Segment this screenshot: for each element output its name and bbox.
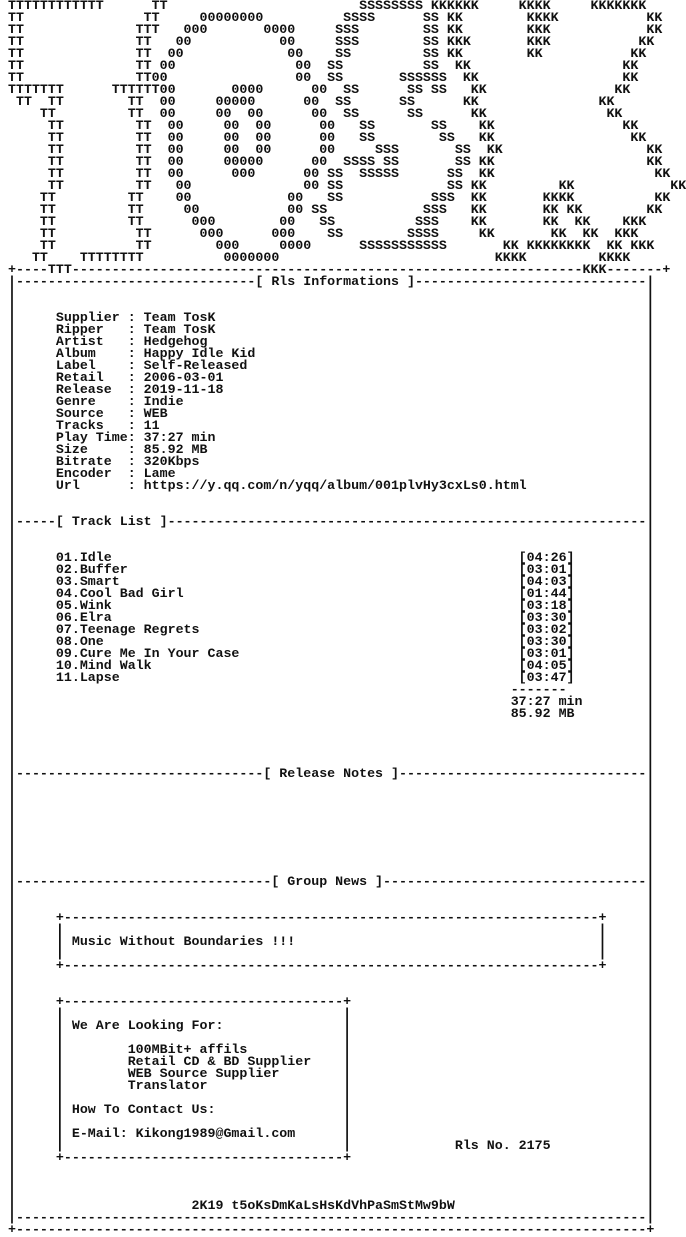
nfo-line[interactable]: TTTTTTT TTTTTT00 0000 00 SS SS SS KK KK <box>8 82 631 97</box>
nfo-line[interactable]: | +-------------------------------------------------------------------+ | <box>8 958 655 973</box>
nfo-line[interactable]: | | <box>8 850 655 865</box>
nfo-line[interactable]: | | <box>8 814 655 829</box>
nfo-line[interactable]: |-------------------------------------------------------------------------------| <box>8 1210 655 1225</box>
nfo-line[interactable]: | | <box>8 502 655 517</box>
nfo-line[interactable]: TT TT 00 00 SS SS KK KK KK <box>8 46 647 61</box>
nfo-line[interactable]: TT TT 00 000 00 SS SSSSS SS KK KK <box>8 166 671 181</box>
nfo-line[interactable]: | | <box>8 1162 655 1177</box>
nfo-line[interactable]: | | | | <box>8 1030 655 1045</box>
nfo-line[interactable]: | 08.One [03:30] | <box>8 634 655 649</box>
nfo-line[interactable]: | | Music Without Boundaries !!! | | <box>8 934 655 949</box>
nfo-line[interactable]: |-------------------------------[ Release Notes ]-------------------------------| <box>8 766 655 781</box>
nfo-line[interactable]: | Bitrate : 320Kbps | <box>8 454 655 469</box>
nfo-line[interactable]: | 06.Elra [03:30] | <box>8 610 655 625</box>
nfo-line[interactable]: TT TT 000 00 SS SSS KK KK KK KKK <box>8 214 647 229</box>
nfo-line[interactable]: | | <box>8 754 655 769</box>
nfo-line[interactable]: | | <box>8 1186 655 1201</box>
nfo-line[interactable]: | Supplier : Team TosK | <box>8 310 655 325</box>
nfo-line[interactable]: | | <box>8 898 655 913</box>
nfo-line[interactable]: | | <box>8 490 655 505</box>
nfo-line[interactable]: | Label : Self-Released | <box>8 358 655 373</box>
nfo-line[interactable]: | | <box>8 790 655 805</box>
nfo-line[interactable]: TT TT 00000000 SSSS SS KK KKKK KK <box>8 10 663 25</box>
nfo-line[interactable]: | Ripper : Team TosK | <box>8 322 655 337</box>
nfo-line[interactable]: | | | | <box>8 922 655 937</box>
nfo-line[interactable]: | | WEB Source Supplier | | <box>8 1066 655 1081</box>
nfo-line[interactable]: | | | | <box>8 1114 655 1129</box>
nfo-line[interactable]: |--------------------------------[ Group News ]---------------------------------| <box>8 874 655 889</box>
nfo-line[interactable]: | | <box>8 718 655 733</box>
nfo-line[interactable]: | 09.Cure Me In Your Case [03:01] | <box>8 646 655 661</box>
nfo-line[interactable]: | | | | <box>8 946 655 961</box>
nfo-line[interactable]: | 2K19 t5oKsDmKaLsHsKdVhPaSmStMw9bW | <box>8 1198 655 1213</box>
nfo-line[interactable]: | | 100MBit+ affils | | <box>8 1042 655 1057</box>
nfo-line[interactable]: | Release : 2019-11-18 | <box>8 382 655 397</box>
nfo-line[interactable]: | Url : https://y.qq.com/n/yqq/album/001plvHy3cxLs0.html | <box>8 478 655 493</box>
nfo-line[interactable]: | | <box>8 1174 655 1189</box>
nfo-line[interactable]: | 02.Buffer [03:01] | <box>8 562 655 577</box>
nfo-line[interactable]: TT TT 00 00 SSS SS KKK KKK KK <box>8 34 655 49</box>
nfo-line[interactable]: |------------------------------[ Rls Informations ]-----------------------------| <box>8 274 655 289</box>
nfo-line[interactable]: | 03.Smart [04:03] | <box>8 574 655 589</box>
nfo-line[interactable]: | | E-Mail: Kikong1989@Gmail.com | | <box>8 1126 655 1141</box>
nfo-line[interactable]: +-------------------------------------------------------------------------------+ <box>8 1222 655 1237</box>
nfo-line[interactable]: | | <box>8 886 655 901</box>
nfo-line[interactable]: | Source : WEB | <box>8 406 655 421</box>
nfo-line[interactable]: | | <box>8 286 655 301</box>
nfo-line[interactable]: TT TTTTTTTT 0000000 KKKK KKKK <box>8 250 631 265</box>
nfo-line[interactable]: | Tracks : 11 | <box>8 418 655 433</box>
nfo-line[interactable]: TT TT 00 00 SS SSS KK KKKK KK <box>8 190 671 205</box>
nfo-line[interactable]: | | <box>8 970 655 985</box>
nfo-line[interactable]: TT TT TT 00 00000 00 SS SS KK KK <box>8 94 615 109</box>
nfo-line[interactable]: | | <box>8 778 655 793</box>
nfo-line[interactable]: TT TT 00 00 00 00 SS SS KK KK <box>8 106 623 121</box>
nfo-line[interactable]: | | <box>8 730 655 745</box>
nfo-line[interactable]: | | <box>8 802 655 817</box>
nfo-line[interactable]: TT TT 000 0000 SSSSSSSSSSS KK KKKKKKKK KK KKK <box>8 238 655 253</box>
nfo-line[interactable]: TT TT 00 00 00 00 SS SS KK KK <box>8 130 647 145</box>
nfo-line[interactable]: | | <box>8 742 655 757</box>
nfo-line[interactable]: TT TT 00 00 SS SS KK KK KK <box>8 178 686 193</box>
nfo-line[interactable]: |-----[ Track List ]------------------------------------------------------------| <box>8 514 655 529</box>
nfo-line[interactable]: TT TT 000 000 SS SSSS KK KK KK KKK <box>8 226 639 241</box>
nfo-line[interactable]: | 10.Mind Walk [04:05] | <box>8 658 655 673</box>
nfo-line[interactable]: TT TT 00 00 SS SSS KK KK KK KK <box>8 202 663 217</box>
nfo-line[interactable]: TT TT00 00 SS SSSSSS KK KK <box>8 70 639 85</box>
nfo-line[interactable]: | Retail : 2006-03-01 | <box>8 370 655 385</box>
nfo-line[interactable]: | Play Time: 37:27 min | <box>8 430 655 445</box>
nfo-line[interactable]: | | <box>8 526 655 541</box>
nfo-line[interactable]: | | | | <box>8 1006 655 1021</box>
nfo-line[interactable]: | | Retail CD & BD Supplier | | <box>8 1054 655 1069</box>
nfo-line[interactable]: TTTTTTTTTTTT TT SSSSSSSS KKKKKK KKKK KKKKKKK <box>8 0 647 13</box>
nfo-line[interactable]: | | <box>8 862 655 877</box>
nfo-line[interactable]: | | Translator | | <box>8 1078 655 1093</box>
nfo-line[interactable]: | Album : Happy Idle Kid | <box>8 346 655 361</box>
nfo-line[interactable]: | Encoder : Lame | <box>8 466 655 481</box>
nfo-line[interactable]: | | We Are Looking For: | | <box>8 1018 655 1033</box>
nfo-line[interactable]: +----TTT----------------------------------------------------------------KKK-------+ <box>8 262 671 277</box>
nfo-line[interactable]: | Size : 85.92 MB | <box>8 442 655 457</box>
nfo-line[interactable]: | +-----------------------------------+ | <box>8 1150 655 1165</box>
nfo-line[interactable]: | Genre : Indie | <box>8 394 655 409</box>
nfo-line[interactable]: | | <box>8 838 655 853</box>
nfo-line[interactable]: | +-------------------------------------------------------------------+ | <box>8 910 655 925</box>
nfo-line[interactable]: TT TTT 000 0000 SSS SS KK KKK KK <box>8 22 663 37</box>
nfo-line[interactable]: | | How To Contact Us: | | <box>8 1102 655 1117</box>
nfo-line[interactable]: | | <box>8 982 655 997</box>
nfo-line[interactable]: | | <box>8 826 655 841</box>
nfo-line[interactable]: | Artist : Hedgehog | <box>8 334 655 349</box>
nfo-line[interactable]: | | <box>8 298 655 313</box>
nfo-line[interactable]: | | | | <box>8 1090 655 1105</box>
nfo-line[interactable]: TT TT 00 00 00 00 SSS SS KK KK <box>8 142 663 157</box>
nfo-line[interactable]: | | | Rls No. 2175 | <box>8 1138 655 1153</box>
nfo-line[interactable]: | 04.Cool Bad Girl [01:44] | <box>8 586 655 601</box>
nfo-line[interactable]: TT TT 00 00 00 00 SS SS KK KK <box>8 118 639 133</box>
nfo-line[interactable]: | | <box>8 538 655 553</box>
nfo-line[interactable]: | 01.Idle [04:26] | <box>8 550 655 565</box>
nfo-line[interactable]: TT TT 00 00000 00 SSSS SS SS KK KK <box>8 154 663 169</box>
nfo-line[interactable]: | 37:27 min | <box>8 694 655 709</box>
nfo-line[interactable]: | 85.92 MB | <box>8 706 655 721</box>
nfo-line[interactable]: | 07.Teenage Regrets [03:02] | <box>8 622 655 637</box>
nfo-line[interactable]: | 05.Wink [03:18] | <box>8 598 655 613</box>
nfo-line[interactable]: TT TT 00 00 SS SS KK KK <box>8 58 639 73</box>
nfo-line[interactable]: | ------- | <box>8 682 655 697</box>
nfo-line[interactable]: | +-----------------------------------+ | <box>8 994 655 1009</box>
nfo-line[interactable]: | 11.Lapse [03:47] | <box>8 670 655 685</box>
